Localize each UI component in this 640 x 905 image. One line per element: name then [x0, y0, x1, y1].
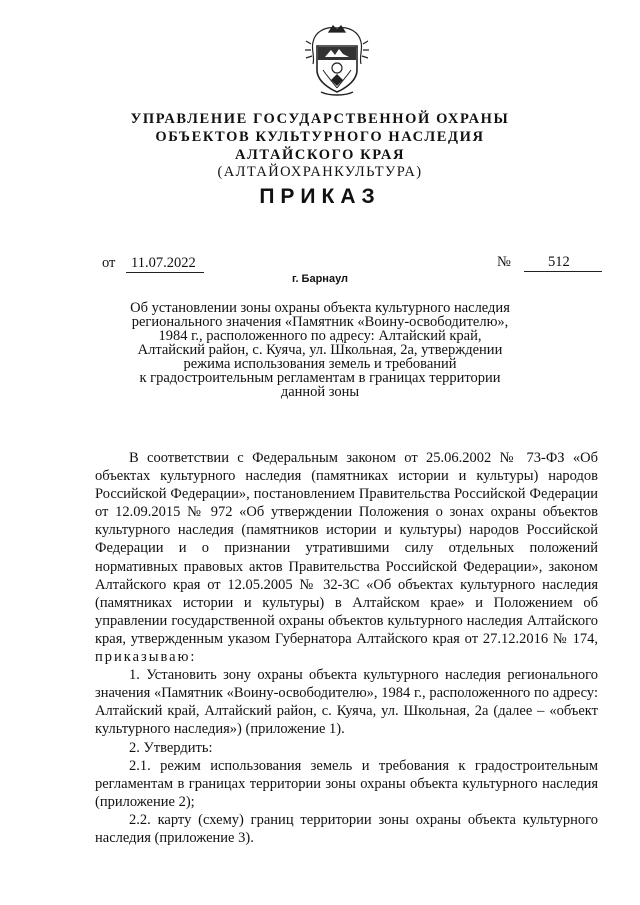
- subject-line: 1984 г., расположенного по адресу: Алтайский край,: [158, 328, 482, 344]
- order-date: 11.07.2022: [131, 255, 196, 271]
- order-subject: [110, 301, 530, 399]
- subject-line: данной зоны: [280, 384, 360, 400]
- item-2-1: 2.1. режим использования земель и требования к градостроительным регламентам в границах территории зоны охраны объекта культурного наследия (приложение 2);: [95, 757, 598, 810]
- item-2: 2. Утвердить:: [129, 739, 213, 756]
- subject-line: Об установлении зоны охраны объекта культурного наследия: [130, 300, 510, 316]
- preamble-text: В соответствии с Федеральным законом от 25.06.2002 № 73-ФЗ «Об объектах культурного наследия (памятниках истории и культуры) народов Российской Федерации», постановлением Правительства Российской Федерации от 12.09.2015 № 972 «Об утверждении Положения о зонах охраны объектов культурного наследия (памятников истории и культуры) народов Российской Федерации и о признании утратившими силу отдельных положений нормативных правовых актов Правительства Российской Федерации», законом Алтайского края от 12.05.2005 № 32-ЗС «Об объектах культурного наследия (памятниках истории и культуры) в Алтайском крае» и Положением об управлении государственной охраны объектов культурного наследия Алтайского края, утвержденным указом Губернатора Алтайского края от 27.12.2016 № 174,: [95, 450, 598, 647]
- number-prefix: №: [497, 254, 511, 270]
- order-number: 512: [548, 254, 570, 270]
- document-title: ПРИКАЗ: [259, 185, 381, 208]
- item-1: 1. Установить зону охраны объекта культурного наследия регионального значения «Памятник «Воину-освободителю», 1984 г., расположенного по адресу: Алтайский край, Алтайский район, с. Куяча, ул. Школьная, 2а (далее – «объект культурного наследия») (приложение 1).: [95, 667, 598, 738]
- agency-name-line-1: УПРАВЛЕНИЕ ГОСУДАРСТВЕННОЙ ОХРАНЫ: [130, 111, 510, 127]
- subject-line: регионального значения «Памятник «Воину-освободителю»,: [131, 314, 509, 330]
- number-underline: [524, 271, 602, 272]
- preamble-paragraph: [95, 449, 598, 666]
- coat-of-arms-emblem: [303, 22, 371, 100]
- subject-line: режима использования земель и требований: [183, 356, 457, 372]
- subject-line: к градостроительным регламентам в границах территории: [139, 370, 501, 386]
- city: г. Барнаул: [291, 273, 349, 285]
- date-prefix: от: [102, 255, 116, 271]
- agency-name-line-2: ОБЪЕКТОВ КУЛЬТУРНОГО НАСЛЕДИЯ: [155, 129, 485, 145]
- agency-abbreviation: (АЛТАЙОХРАНКУЛЬТУРА): [217, 164, 423, 180]
- agency-name-line-3: АЛТАЙСКОГО КРАЯ: [234, 147, 406, 163]
- subject-line: Алтайский район, с. Куяча, ул. Школьная, 2а, утверждении: [137, 342, 503, 358]
- order-word: приказываю:: [95, 649, 197, 666]
- item-2-2: 2.2. карту (схему) границ территории зоны охраны объекта культурного наследия (приложение 3).: [95, 811, 598, 846]
- order-body: [95, 449, 598, 847]
